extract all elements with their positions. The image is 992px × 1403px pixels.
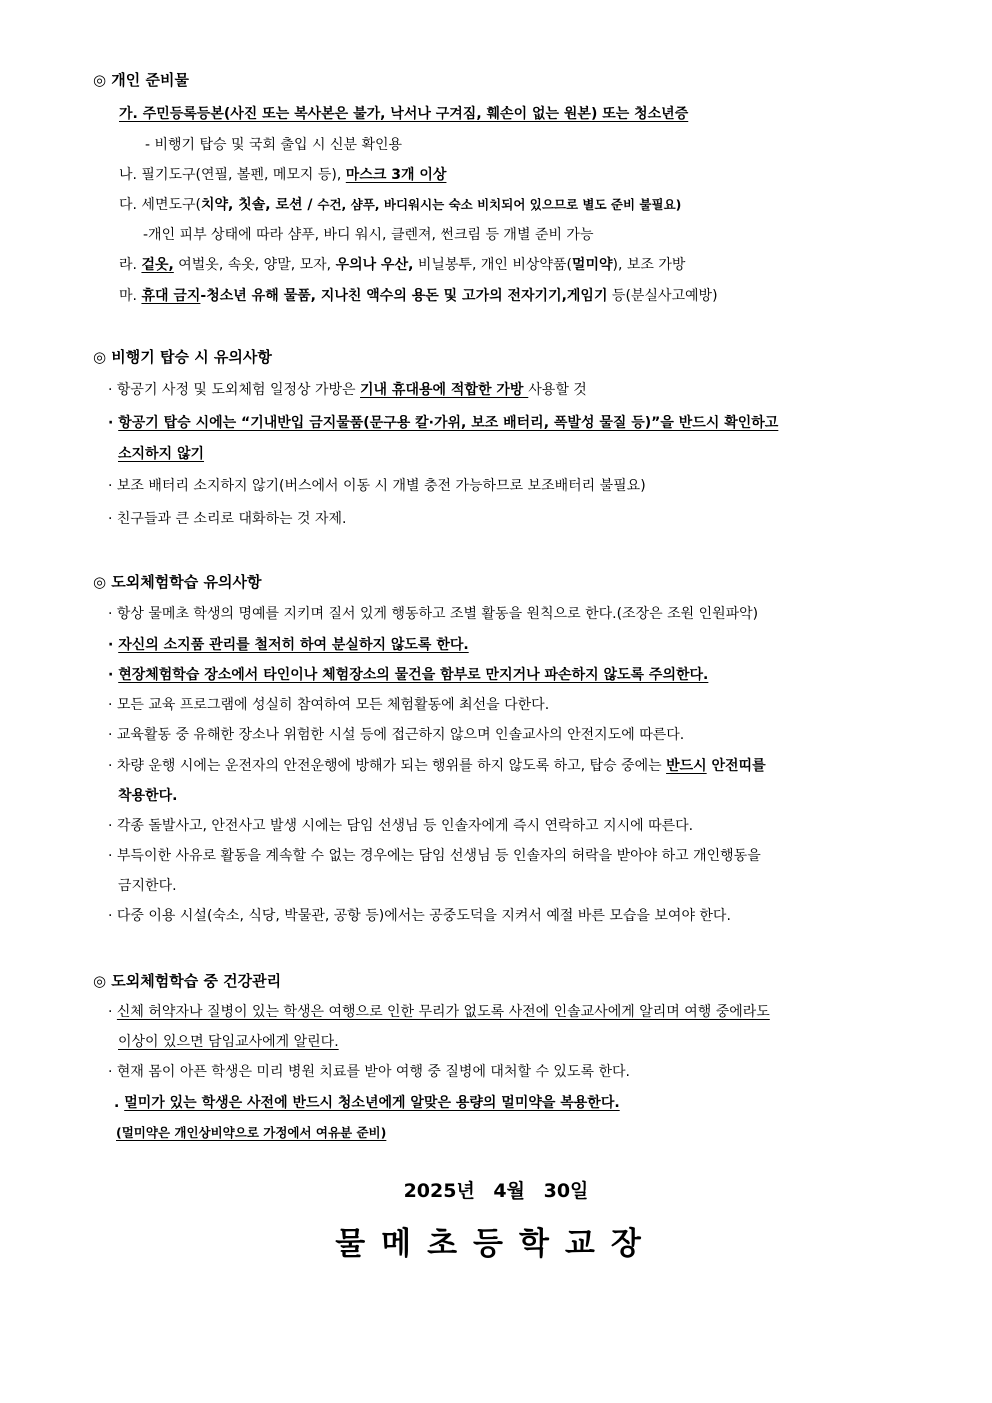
flight-item-1: [108, 380, 587, 400]
health-item-3-b: 멀미가 있는 학생은 사전에 반드시 청소년에게 알맞은 용량의 멀미약을 복용한다.: [124, 1095, 620, 1111]
item-ma-a: 마.: [119, 288, 142, 304]
item-ga: [119, 104, 688, 124]
health-item-1-b: 신체 허약자나 질병이 있는 학생은 여행으로 인한 무리가 없도록 사전에 인솔교사에게 알리며 여행 중에라도: [116, 1004, 770, 1020]
trip-item-3-a: ·: [108, 667, 119, 683]
health-item-1: [108, 1002, 770, 1022]
trip-item-8-cont: 금지한다.: [118, 878, 177, 894]
item-da-b: 치약, 칫솔, 로션 /: [200, 197, 318, 213]
document-date: 2025년 4월 30일: [403, 1180, 589, 1202]
health-item-1-c: 이상이 있으면 담임교사에게 알린다.: [118, 1034, 339, 1050]
item-ra-g: ), 보조 가방: [612, 257, 686, 273]
item-ga-sub: - 비행기 탑승 및 국회 출입 시 신분 확인용: [145, 137, 403, 153]
health-item-3-a: .: [114, 1095, 125, 1111]
item-ma-banned: 휴대 금지: [141, 288, 201, 304]
health-item-1-a: ·: [108, 1004, 117, 1020]
section-personal-items-title: ◎ 개인 준비물: [93, 71, 189, 89]
item-ra-motion: 멀미약: [571, 257, 613, 273]
item-ra-e: 비닐봉투, 개인 비상약품(: [413, 257, 572, 273]
item-na: [119, 165, 446, 185]
item-ga-text: 가. 주민등록등본(사진 또는 복사본은 불가, 낙서나 구겨짐, 훼손이 없는 원본) 또는 청소년증: [119, 106, 689, 122]
flight-item-1-b: 기내 휴대용에 적합한 가방: [360, 382, 529, 398]
flight-item-2: [108, 413, 778, 433]
flight-item-2-cont: [118, 444, 204, 464]
trip-item-6-c: 안전띠를: [706, 758, 766, 774]
item-ra-a: 라.: [119, 257, 142, 273]
item-na-a: 나. 필기도구(연필, 볼펜, 메모지 등),: [119, 167, 346, 183]
item-da-c: 수건, 샴푸, 바디워시는 숙소 비치되어 있으므로 별도 준비 불필요): [317, 197, 682, 212]
trip-item-6-a: · 차량 운행 시에는 운전자의 안전운행에 방해가 되는 행위를 하지 않도록 하고, 탑승 중에는: [108, 758, 667, 774]
trip-item-1: · 항상 물메초 학생의 명예를 지키며 질서 있게 행동하고 조별 활동을 원칙으로 한다.(조장은 조원 인원파악): [108, 606, 759, 622]
flight-item-2-c: 소지하지 않기: [118, 446, 205, 462]
trip-item-2: [108, 635, 469, 655]
flight-item-1-a: · 항공기 사정 및 도외체험 일정상 가방은: [108, 382, 360, 398]
section-trip-title: ◎ 도외체험학습 유의사항: [93, 573, 262, 591]
item-na-mask: 마스크 3개 이상: [345, 167, 447, 183]
trip-item-6: [108, 756, 766, 776]
flight-item-2-a: ·: [108, 415, 119, 431]
trip-item-8: · 부득이한 사유로 활동을 계속할 수 없는 경우에는 담임 선생님 등 인솔자의 허락을 받아야 하고 개인행동을: [108, 848, 761, 864]
health-item-3-cont: [116, 1123, 386, 1143]
flight-item-3: · 보조 배터리 소지하지 않기(버스에서 이동 시 개별 충전 가능하므로 보조배터리 불필요): [108, 478, 646, 494]
item-ma-c: -청소년 유해 물품, 지나친 액수의 용돈 및 고가의 전자기기,게임기: [200, 288, 608, 304]
flight-item-1-c: 사용할 것: [528, 382, 587, 398]
trip-item-2-b: 자신의 소지품 관리를 철저히 하여 분실하지 않도록 한다.: [118, 637, 469, 653]
flight-item-4: · 친구들과 큰 소리로 대화하는 것 자제.: [108, 511, 347, 527]
trip-item-3: [108, 665, 708, 685]
trip-item-6-b: 반드시: [666, 758, 707, 774]
item-da-sub: -개인 피부 상태에 따라 샴푸, 바디 워시, 클렌져, 썬크림 등 개별 준비 가능: [143, 227, 594, 243]
trip-item-3-b: 현장체험학습 장소에서 타인이나 체험장소의 물건을 함부로 만지거나 파손하지 않도록 주의한다.: [118, 667, 709, 683]
section-health-title: ◎ 도외체험학습 중 건강관리: [93, 972, 282, 990]
section-flight-title: ◎ 비행기 탑승 시 유의사항: [93, 348, 272, 366]
health-item-2: · 현재 몸이 아픈 학생은 미리 병원 치료를 받아 여행 중 질병에 대처할 수 있도록 한다.: [108, 1064, 630, 1080]
trip-item-9: · 다중 이용 시설(숙소, 식당, 박물관, 공항 등)에서는 공중도덕을 지켜서 예절 바른 모습을 보여야 한다.: [108, 908, 731, 924]
item-ra-umbrella: 우의나 우산,: [335, 257, 414, 273]
health-item-3: [114, 1093, 620, 1113]
item-ra-outer: 겉옷,: [141, 257, 174, 273]
trip-item-4: · 모든 교육 프로그램에 성실히 참여하여 모든 체험활동에 최선을 다한다.: [108, 697, 550, 713]
item-da: [119, 195, 681, 215]
health-item-3-c: (멀미약은 개인상비약으로 가정에서 여유분 준비): [116, 1125, 387, 1140]
item-ra-c: 여벌옷, 속옷, 양말, 모자,: [173, 257, 336, 273]
school-principal-signature: 물메초등학교장: [335, 1226, 657, 1262]
trip-item-7: · 각종 돌발사고, 안전사고 발생 시에는 담임 선생님 등 인솔자에게 즉시 연락하고 지시에 따른다.: [108, 818, 694, 834]
trip-item-5: · 교육활동 중 유해한 장소나 위험한 시설 등에 접근하지 않으며 인솔교사의 안전지도에 따른다.: [108, 727, 685, 743]
item-da-a: 다. 세면도구(: [119, 197, 201, 213]
trip-item-6-cont: 착용한다.: [118, 788, 178, 804]
item-ra: [119, 255, 685, 275]
item-ma-d: 등(분실사고예방): [607, 288, 718, 304]
trip-item-2-a: ·: [108, 637, 119, 653]
flight-item-2-b: 항공기 탑승 시에는 “기내반입 금지물품(문구용 칼·가위, 보조 배터리, 폭발성 물질 등)”을 반드시 확인하고: [118, 415, 779, 431]
health-item-1-cont: [118, 1032, 339, 1052]
item-ma: [119, 286, 718, 306]
